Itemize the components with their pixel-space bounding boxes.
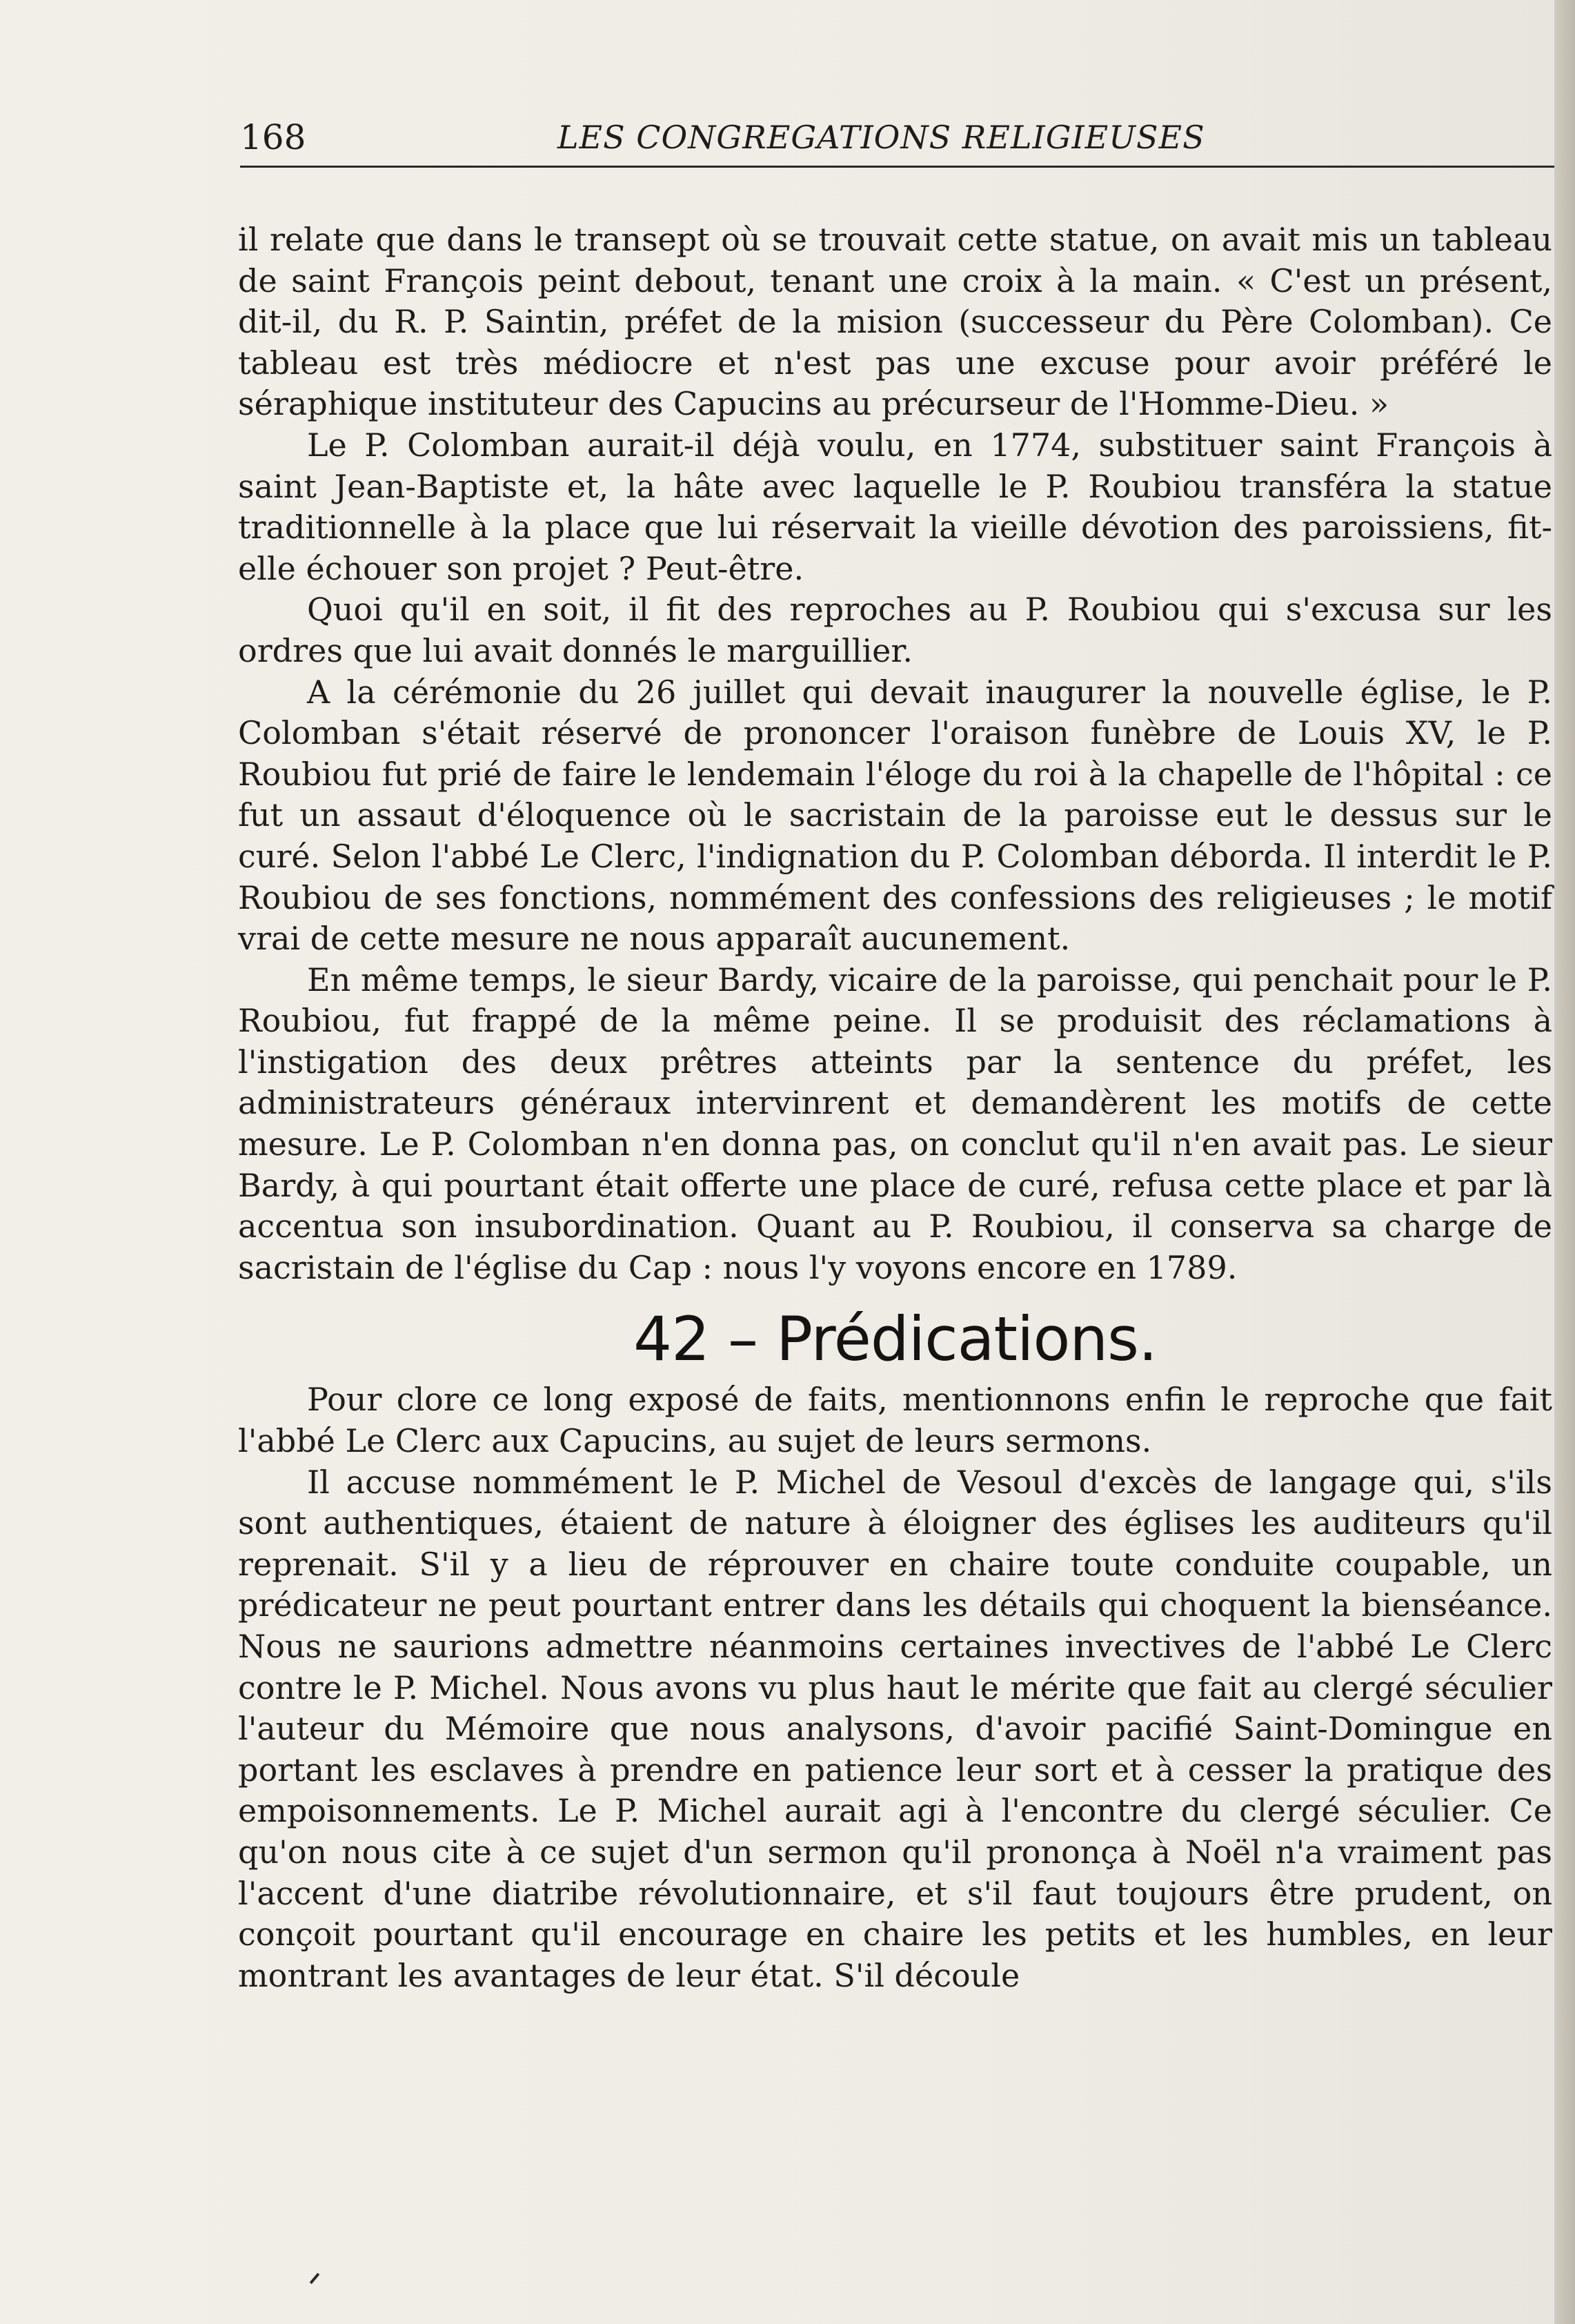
section-heading: 42 – Prédications. (633, 1303, 1157, 1375)
body-text (238, 219, 1552, 1996)
running-title: LES CONGREGATIONS RELIGIEUSES (557, 119, 1205, 156)
page-number: 168 (240, 117, 306, 157)
paragraph-1: il relate que dans le transept où se trouvait cette statue, on avait mis un tableau de saint François peint debout, tenant une croix à la main. « C'est un présent, dit-il, du R. P. Saintin, préfet de la mision (successeur du Père Colomban). Ce tableau est très médiocre et n'est pas une excuse pour avoir préféré le séraphique instituteur des Capucins au précurseur de l'Homme-Dieu. » (238, 221, 1552, 423)
paragraph-2: Le P. Colomban aurait-il déjà voulu, en 1774, substituer saint François à saint Jean-Baptiste et, la hâte avec laquelle le P. Roubiou transféra la statue traditionnelle à la place que lui réservait la vieille dévotion des paroissiens, fit-elle échouer son projet ? Peut-être. (238, 426, 1552, 587)
paragraph-5: En même temps, le sieur Bardy, vicaire de la paroisse, qui penchait pour le P. Roubiou, fut frappé de la même peine. Il se produisit des réclamations à l'instigation des deux prêtres atteints par la sentence du préfet, les administrateurs généraux intervinrent et demandèrent les motifs de cette mesure. Le P. Colomban n'en donna pas, on conclut qu'il n'en avait pas. Le sieur Bardy, à qui pourtant était offerte une place de curé, refusa cette place et par là accentua son insubordination. Quant au P. Roubiou, il conserva sa charge de sacristain de l'église du Cap : nous l'y voyons encore en 1789. (238, 961, 1552, 1286)
paragraph-4: A la cérémonie du 26 juillet qui devait inaugurer la nouvelle église, le P. Colomban s'était réservé de prononcer l'oraison funèbre de Louis XV, le P. Roubiou fut prié de faire le lendemain l'éloge du roi à la chapelle de l'hôpital : ce fut un assaut d'éloquence où le sacristain de la paroisse eut le dessus sur le curé. Selon l'abbé Le Clerc, l'indignation du P. Colomban déborda. Il interdit le P. Roubiou de ses fonctions, nommément des confessions des religieuses ; le motif vrai de cette mesure ne nous apparaît aucunement. (238, 673, 1552, 958)
page-header (240, 113, 1555, 161)
page-edge (1554, 0, 1575, 2324)
paragraph-6: Pour clore ce long exposé de faits, mentionnons enfin le reproche que fait l'abbé Le Clerc aux Capucins, au sujet de leurs sermons. (238, 1381, 1552, 1460)
ink-mark (310, 2273, 320, 2284)
header-rule (240, 166, 1555, 168)
paragraph-7: Il accuse nommément le P. Michel de Vesoul d'excès de langage qui, s'ils sont authentiques, étaient de nature à éloigner des églises les auditeurs qu'il reprenait. S'il y a lieu de réprouver en chaire toute conduite coupable, un prédicateur ne peut pourtant entrer dans les détails qui choquent la bienséance. Nous ne saurions admettre néanmoins certaines invectives de l'abbé Le Clerc contre le P. Michel. Nous avons vu plus haut le mérite que fait au clergé séculier l'auteur du Mémoire que nous analysons, d'avoir pacifié Saint-Domingue en portant les esclaves à prendre en patience leur sort et à cesser la pratique des empoisonnements. Le P. Michel aurait agi à l'encontre du clergé séculier. Ce qu'on nous cite à ce sujet d'un sermon qu'il prononça à Noël n'a vraiment pas l'accent d'une diatribe révolutionnaire, et s'il faut toujours être prudent, on conçoit pourtant qu'il encourage en chaire les petits et les humbles, en leur montrant les avantages de leur état. S'il découle (238, 1463, 1552, 1994)
paragraph-3: Quoi qu'il en soit, il fit des reproches au P. Roubiou qui s'excusa sur les ordres que lui avait donnés le marguillier. (238, 591, 1552, 669)
